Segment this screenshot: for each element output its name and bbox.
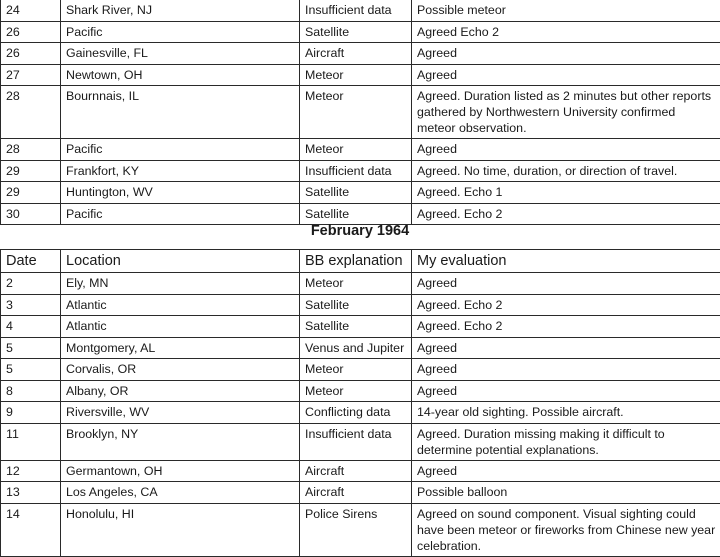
cell-location: Newtown, OH — [61, 64, 300, 86]
cell-my-evaluation: Agreed on sound component. Visual sighting could have been meteor or fireworks from Chinese new year celebration. — [412, 503, 720, 556]
cell-location: Bournnais, IL — [61, 86, 300, 139]
cell-date: 28 — [1, 86, 61, 139]
header-row — [1, 250, 720, 273]
header-date: Date — [1, 250, 61, 273]
cell-bb-explanation: Satellite — [300, 203, 412, 225]
cell-date: 3 — [1, 294, 61, 316]
cell-date: 8 — [1, 380, 61, 402]
february-table-body — [1, 273, 720, 557]
cell-bb-explanation: Satellite — [300, 21, 412, 43]
cell-my-evaluation: Agreed. Echo 2 — [412, 316, 720, 338]
cell-location: Atlantic — [61, 316, 300, 338]
cell-location: Montgomery, AL — [61, 337, 300, 359]
cell-my-evaluation: Agreed. Duration listed as 2 minutes but other reports gathered by Northwestern University confirmed meteor observation. — [412, 86, 720, 139]
cell-bb-explanation: Aircraft — [300, 43, 412, 65]
cell-my-evaluation: Possible balloon — [412, 482, 720, 504]
cell-date: 9 — [1, 402, 61, 424]
cell-bb-explanation: Meteor — [300, 64, 412, 86]
cell-location: Frankfort, KY — [61, 160, 300, 182]
table-row — [1, 460, 720, 482]
table-row — [1, 359, 720, 381]
table-row — [1, 64, 720, 86]
header-bb-explanation: BB explanation — [300, 250, 412, 273]
february-table-header — [1, 250, 720, 273]
cell-date: 29 — [1, 160, 61, 182]
cell-date: 5 — [1, 359, 61, 381]
cell-my-evaluation: Agreed. No time, duration, or direction of travel. — [412, 160, 720, 182]
cell-date: 12 — [1, 460, 61, 482]
cell-date: 24 — [1, 0, 61, 21]
cell-location: Atlantic — [61, 294, 300, 316]
cell-date: 2 — [1, 273, 61, 295]
cell-location: Honolulu, HI — [61, 503, 300, 556]
cell-location: Riversville, WV — [61, 402, 300, 424]
cell-date: 29 — [1, 182, 61, 204]
table-row — [1, 337, 720, 359]
cell-bb-explanation: Meteor — [300, 359, 412, 381]
table-row — [1, 380, 720, 402]
cell-my-evaluation: Agreed Echo 2 — [412, 21, 720, 43]
cell-my-evaluation: Agreed — [412, 139, 720, 161]
cell-location: Corvalis, OR — [61, 359, 300, 381]
table-row — [1, 273, 720, 295]
table-row — [1, 0, 720, 21]
cell-date: 28 — [1, 139, 61, 161]
cell-bb-explanation: Meteor — [300, 139, 412, 161]
table-row — [1, 160, 720, 182]
cell-bb-explanation: Satellite — [300, 294, 412, 316]
cell-date: 5 — [1, 337, 61, 359]
cell-bb-explanation: Satellite — [300, 182, 412, 204]
cell-date: 13 — [1, 482, 61, 504]
table-row — [1, 43, 720, 65]
cell-location: Pacific — [61, 203, 300, 225]
cell-location: Pacific — [61, 139, 300, 161]
cell-bb-explanation: Meteor — [300, 86, 412, 139]
table-row — [1, 402, 720, 424]
cell-bb-explanation: Aircraft — [300, 482, 412, 504]
cell-my-evaluation: Agreed — [412, 380, 720, 402]
cell-date: 26 — [1, 43, 61, 65]
cell-location: Albany, OR — [61, 380, 300, 402]
cell-location: Huntington, WV — [61, 182, 300, 204]
header-my-evaluation: My evaluation — [412, 250, 720, 273]
cell-bb-explanation: Insufficient data — [300, 160, 412, 182]
cell-my-evaluation: Agreed — [412, 273, 720, 295]
cell-location: Pacific — [61, 21, 300, 43]
cell-bb-explanation: Insufficient data — [300, 0, 412, 21]
cell-my-evaluation: Agreed. Echo 2 — [412, 203, 720, 225]
cell-date: 30 — [1, 203, 61, 225]
cell-date: 27 — [1, 64, 61, 86]
cell-location: Ely, MN — [61, 273, 300, 295]
cell-location: Germantown, OH — [61, 460, 300, 482]
cell-bb-explanation: Satellite — [300, 316, 412, 338]
cell-date: 11 — [1, 423, 61, 460]
cell-my-evaluation: Agreed — [412, 337, 720, 359]
cell-location: Shark River, NJ — [61, 0, 300, 21]
cell-my-evaluation: Agreed. Duration missing making it difficult to determine potential explanations. — [412, 423, 720, 460]
cell-bb-explanation: Conflicting data — [300, 402, 412, 424]
cell-my-evaluation: Agreed — [412, 359, 720, 381]
cell-my-evaluation: Possible meteor — [412, 0, 720, 21]
cell-date: 4 — [1, 316, 61, 338]
cell-my-evaluation: 14-year old sighting. Possible aircraft. — [412, 402, 720, 424]
cell-bb-explanation: Venus and Jupiter — [300, 337, 412, 359]
table-row — [1, 423, 720, 460]
cell-my-evaluation: Agreed — [412, 43, 720, 65]
cell-my-evaluation: Agreed — [412, 460, 720, 482]
table-row — [1, 21, 720, 43]
cell-bb-explanation: Aircraft — [300, 460, 412, 482]
table-row — [1, 139, 720, 161]
cell-location: Los Angeles, CA — [61, 482, 300, 504]
cell-location: Brooklyn, NY — [61, 423, 300, 460]
february-table — [0, 249, 720, 557]
table-row — [1, 294, 720, 316]
table-row — [1, 503, 720, 556]
cell-date: 14 — [1, 503, 61, 556]
cell-location: Gainesville, FL — [61, 43, 300, 65]
cell-bb-explanation: Police Sirens — [300, 503, 412, 556]
cell-bb-explanation: Meteor — [300, 380, 412, 402]
january-table — [0, 0, 720, 225]
cell-my-evaluation: Agreed — [412, 64, 720, 86]
header-location: Location — [61, 250, 300, 273]
cell-bb-explanation: Insufficient data — [300, 423, 412, 460]
cell-bb-explanation: Meteor — [300, 273, 412, 295]
table-row — [1, 182, 720, 204]
january-table-body — [1, 0, 720, 225]
table-row — [1, 86, 720, 139]
cell-my-evaluation: Agreed. Echo 1 — [412, 182, 720, 204]
section-title-february: February 1964 — [0, 222, 720, 240]
table-row — [1, 482, 720, 504]
table-row — [1, 316, 720, 338]
cell-date: 26 — [1, 21, 61, 43]
cell-my-evaluation: Agreed. Echo 2 — [412, 294, 720, 316]
